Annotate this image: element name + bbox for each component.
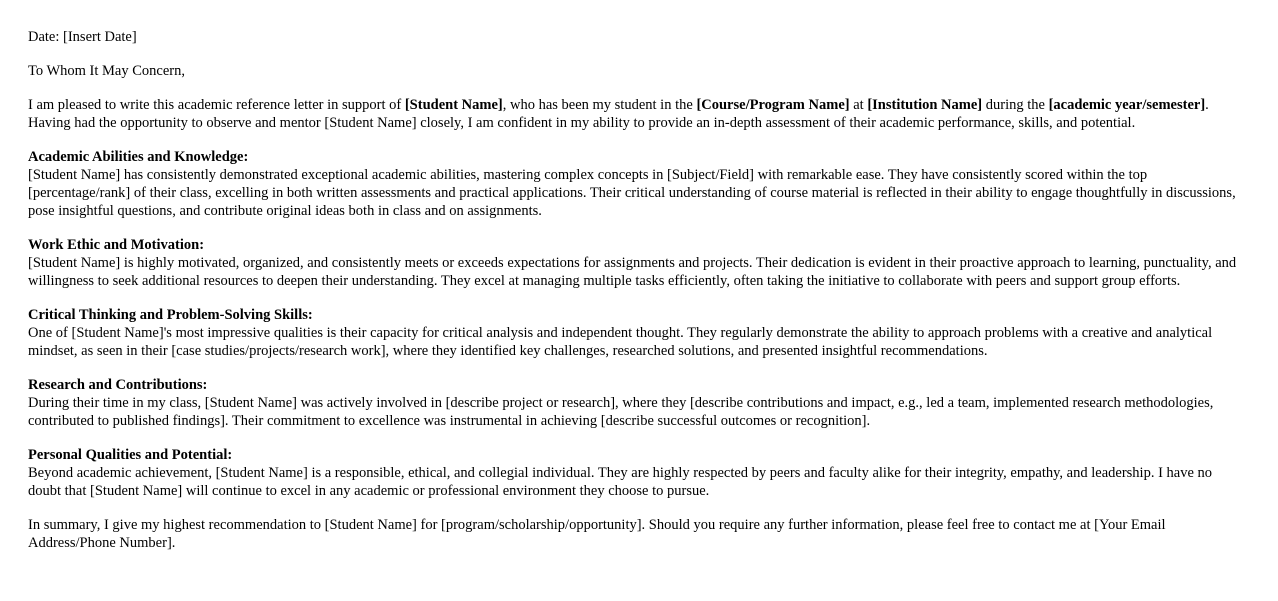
section-critical-thinking — [28, 306, 1246, 360]
date-line: Date: [Insert Date] — [28, 29, 137, 45]
section-title: Critical Thinking and Problem-Solving Skills: — [28, 307, 313, 323]
intro-text-1: I am pleased to write this academic reference letter in support of — [28, 97, 405, 113]
intro-text-2: , who has been my student in the — [502, 97, 697, 113]
section-title: Personal Qualities and Potential: — [28, 447, 233, 463]
section-title: Work Ethic and Motivation: — [28, 237, 205, 253]
section-title: Research and Contributions: — [28, 377, 208, 393]
section-body: [Student Name] has consistently demonstrated exceptional academic abilities, mastering complex concepts in [Subject/Field] with remarkable ease. They have consistently scored within the top [percentage/rank] of their class, excelling in both written assessments and practical applications. Their critical understanding of course material is reflected in their ability to engage thoughtfully in discussions, pose insightful questions, and contribute original ideas both in class and on assignments. — [28, 167, 1236, 219]
section-title: Academic Abilities and Knowledge: — [28, 149, 249, 165]
intro-text-5: . Having had the opportunity to observe and mentor [Student Name] closely, I am confident in my ability to provide an in-depth assessment of their academic performance, skills, and potential. — [28, 97, 1209, 131]
reference-letter — [28, 28, 1246, 568]
intro-course: [Course/Program Name] — [696, 97, 850, 113]
section-personal-qualities — [28, 446, 1246, 500]
section-research — [28, 376, 1246, 430]
section-work-ethic — [28, 236, 1246, 290]
section-body: One of [Student Name]'s most impressive qualities is their capacity for critical analysis and independent thought. They regularly demonstrate the ability to approach problems with a creative and analytical mindset, as seen in their [case studies/projects/research work], where they identified key challenges, researched solutions, and presented insightful recommendations. — [28, 325, 1213, 359]
intro-paragraph — [28, 96, 1246, 132]
section-body: Beyond academic achievement, [Student Name] is a responsible, ethical, and collegial individual. They are highly respected by peers and faculty alike for their integrity, empathy, and leadership. I have no doubt that [Student Name] will continue to excel in any academic or professional environment they choose to pursue. — [28, 465, 1213, 499]
section-academic-abilities — [28, 148, 1246, 220]
intro-period: [academic year/semester] — [1048, 97, 1206, 113]
summary-paragraph: In summary, I give my highest recommendation to [Student Name] for [program/scholarship/opportunity]. Should you require any further information, please feel free to contact me at [Your Email Address/Phone Number]. — [28, 517, 1166, 551]
intro-institution: [Institution Name] — [867, 97, 983, 113]
intro-text-4: during the — [982, 97, 1049, 113]
intro-text-3: at — [849, 97, 868, 113]
salutation: To Whom It May Concern, — [28, 63, 185, 79]
intro-student-name: [Student Name] — [404, 97, 503, 113]
section-body: During their time in my class, [Student Name] was actively involved in [describe project or research], where they [describe contributions and impact, e.g., led a team, implemented research methodologies, contributed to published findings]. Their commitment to excellence was instrumental in achieving [describe successful outcomes or recognition]. — [28, 395, 1214, 429]
section-body: [Student Name] is highly motivated, organized, and consistently meets or exceeds expectations for assignments and projects. Their dedication is evident in their proactive approach to learning, punctuality, and willingness to seek additional resources to deepen their understanding. They excel at managing multiple tasks efficiently, often taking the initiative to collaborate with peers and support group efforts. — [28, 255, 1237, 289]
